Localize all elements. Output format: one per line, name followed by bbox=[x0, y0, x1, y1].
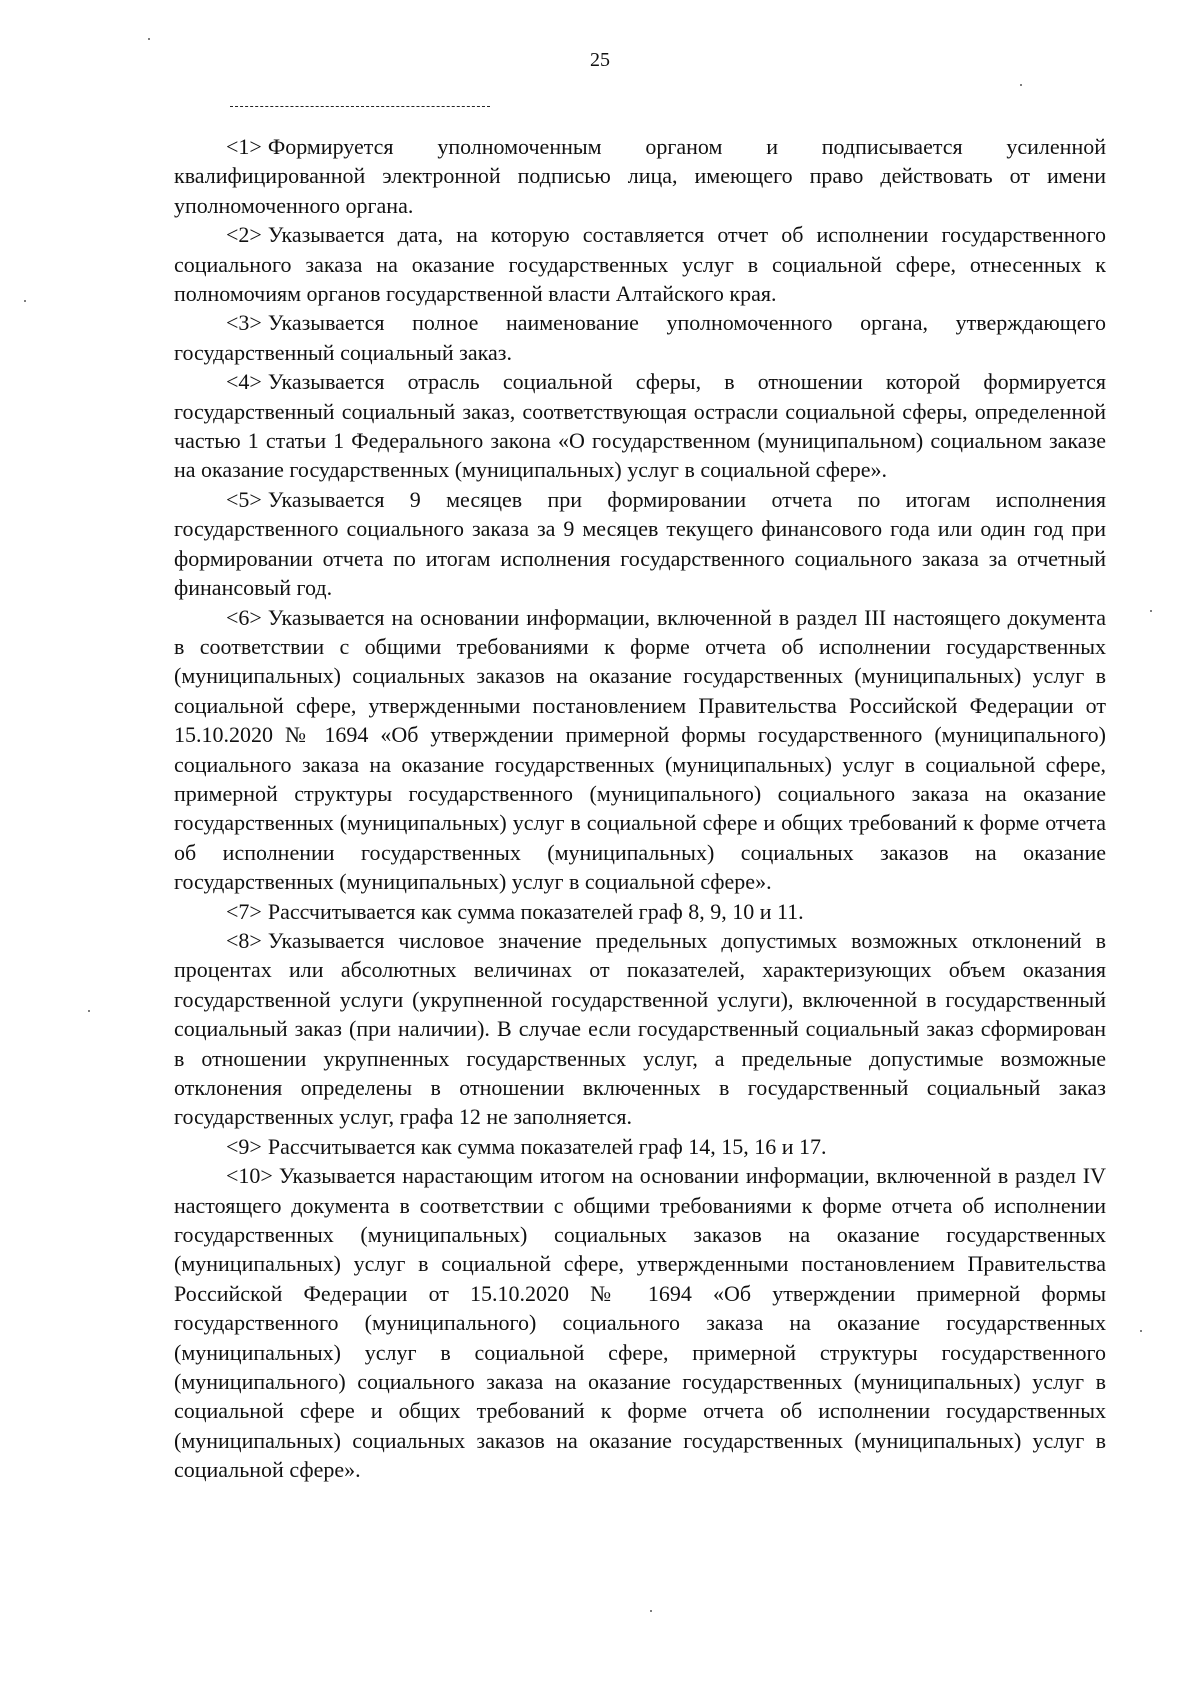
footnote-text: Указывается отрасль социальной сферы, в отношении которой формируется государственный социальный заказ, соответствующая острасли социальной сферы, определенной частью 1 статьи 1 Федерального закона «О государственном (муниципальном) социальном заказе на оказание государственных (муниципальных) услуг в социальной сфере». bbox=[174, 369, 1106, 483]
footnote-marker: <8> bbox=[226, 927, 262, 953]
footnote-separator bbox=[230, 106, 490, 107]
scan-speck bbox=[88, 1010, 90, 1012]
footnote-1 bbox=[174, 132, 1106, 220]
footnote-marker: <6> bbox=[226, 604, 262, 630]
footnote-marker: <1> bbox=[226, 134, 262, 159]
footnote-5 bbox=[174, 485, 1106, 603]
footnote-3 bbox=[174, 308, 1106, 367]
footnote-marker: <4> bbox=[226, 369, 262, 395]
footnote-10 bbox=[174, 1161, 1106, 1484]
footnote-9 bbox=[174, 1132, 1106, 1161]
footnote-text: Указывается нарастающим итогом на основании информации, включенной в раздел IV настоящего документа в соответствии с общими требованиями к форме отчета об исполнении государственных (муниципальных) социальных заказов на оказание государственных (муниципальных) услуг в социальной сфере, утвержденными постановлением Правительства Российской Федерации от 15.10.2020 № 1694 «Об утверждении примерной формы государственного (муниципального) социального заказа на оказание государственных (муниципальных) услуг в социальной сфере, примерной структуры государственного (муниципального) социального заказа на оказание государственных (муниципальных) услуг в социальной сфере и общих требований к форме отчета об исполнении государственных (муниципальных) социальных заказов на оказание государственных (муниципальных) услуг в социальной сфере». bbox=[174, 1163, 1106, 1483]
footnote-text: Указывается дата, на которую составляется отчет об исполнении государственного социального заказа на оказание государственных услуг в социальной сфере, отнесенных к полномочиям органов государственной власти Алтайского края. bbox=[174, 222, 1106, 307]
footnote-6 bbox=[174, 603, 1106, 897]
footnote-marker: <5> bbox=[226, 486, 262, 512]
page-number: 25 bbox=[590, 49, 610, 71]
footnote-text: Указывается числовое значение предельных допустимых возможных отклонений в процентах или абсолютных величинах от показателей, характеризующих объем оказания государственной услуги (укрупненной государственной услуги), включенной в государственный социальный заказ (при наличии). В случае если государственный социальный заказ сформирован в отношении укрупненных государственных услуг, а предельные допустимые возможные отклонения определены в отношении включенных в государственный социальный заказ государственных услуг, графа 12 не заполняется. bbox=[174, 927, 1106, 1130]
footnotes-list bbox=[174, 132, 1106, 1485]
footnote-8 bbox=[174, 926, 1106, 1132]
scan-speck bbox=[148, 38, 150, 40]
scan-speck bbox=[1150, 610, 1152, 612]
footnote-text: Указывается на основании информации, включенной в раздел III настоящего документа в соответствии с общими требованиями к форме отчета об исполнении государственных (муниципальных) социальных заказов на оказание государственных (муниципальных) услуг в социальной сфере, утвержденными постановлением Правительства Российской Федерации от 15.10.2020 № 1694 «Об утверждении примерной формы государственного (муниципального) социального заказа на оказание государственных (муниципальных) услуг в социальной сфере, примерной структуры государственного (муниципального) социального заказа на оказание государственных (муниципальных) услуг в социальной сфере и общих требований к форме отчета об исполнении государственных (муниципальных) социальных заказов на оказание государственных (муниципальных) услуг в социальной сфере». bbox=[174, 604, 1106, 895]
footnote-text: Указывается полное наименование уполномоченного органа, утверждающего государственный социальный заказ. bbox=[174, 310, 1106, 365]
footnote-marker: <9> bbox=[226, 1133, 262, 1159]
footnote-4 bbox=[174, 367, 1106, 485]
scan-speck bbox=[650, 1610, 652, 1612]
footnote-7 bbox=[174, 897, 1106, 926]
footnote-2 bbox=[174, 220, 1106, 308]
footnote-marker: <10> bbox=[226, 1163, 273, 1189]
footnote-text: Формируется уполномоченным органом и подписывается усиленной квалифицированной электронной подписью лица, имеющего право действовать от имени уполномоченного органа. bbox=[174, 134, 1106, 218]
footnote-marker: <7> bbox=[226, 898, 262, 924]
footnote-text: Указывается 9 месяцев при формировании отчета по итогам исполнения государственного социального заказа за 9 месяцев текущего финансового года или один год при формировании отчета по итогам исполнения государственного социального заказа за отчетный финансовый год. bbox=[174, 486, 1106, 601]
footnote-marker: <2> bbox=[226, 222, 262, 248]
scan-speck bbox=[24, 300, 26, 302]
footnote-text: Рассчитывается как сумма показателей граф 14, 15, 16 и 17. bbox=[267, 1133, 827, 1159]
scan-speck bbox=[1020, 84, 1022, 86]
footnote-text: Рассчитывается как сумма показателей граф 8, 9, 10 и 11. bbox=[267, 898, 804, 924]
scan-speck bbox=[1140, 1330, 1142, 1332]
footnote-marker: <3> bbox=[226, 310, 262, 336]
